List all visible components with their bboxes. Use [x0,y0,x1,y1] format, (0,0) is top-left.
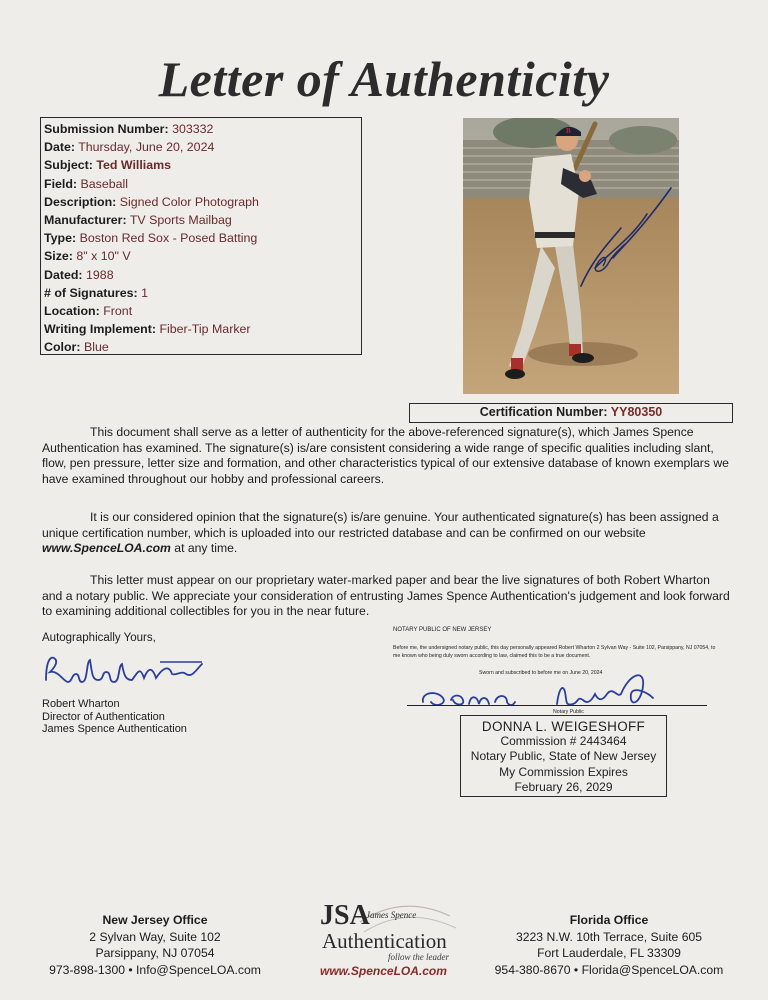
detail-row [44,156,361,174]
detail-value: 303332 [172,122,214,136]
detail-label: Type: [44,231,77,246]
detail-label: # of Signatures: [44,285,138,300]
signed-photograph [463,118,679,394]
signer-name: Robert Wharton [42,698,120,710]
detail-value: 1 [141,285,148,300]
detail-row [44,302,361,320]
logo-james-spence: James Spence [366,910,417,920]
paragraph-watermark: This letter must appear on our proprietary water-marked paper and bear the live signatures of both Robert Wharton and a notary public. We appreciate your consideration of entrusting James Spence Authentication's judgement and look forward to examining additional collectibles for you in the near future. [42,573,730,619]
new-jersey-office [40,912,270,978]
detail-label: Manufacturer: [44,212,127,227]
detail-row [44,320,361,338]
detail-row [44,247,361,265]
office-contact-line: 954-380-8670 • Florida@SpenceLOA.com [494,962,724,977]
certification-value: YY80350 [610,405,663,419]
certification-label: Certification Number: [479,405,608,419]
logo-jsa: JSA [320,900,370,931]
detail-label: Field: [44,176,78,191]
notary-commission: Commission # 2443464 [500,734,627,749]
detail-row [44,193,361,211]
logo-tagline: follow the leader [388,952,449,962]
office-address-line: Fort Lauderdale, FL 33309 [537,946,681,960]
page-title: Letter of Authenticity [158,51,610,107]
detail-label: Writing Implement: [44,322,156,337]
detail-value: 1988 [86,267,114,282]
jsa-logo-graphic [300,892,472,982]
detail-row [44,338,361,356]
detail-row [44,229,361,247]
signer-company: James Spence Authentication [42,723,187,735]
detail-label: Color: [44,340,81,355]
detail-value: TV Sports Mailbag [129,212,232,227]
detail-row [44,138,361,156]
notary-statement: Before me, the undersigned notary public, this day personally appeared Robert Wharton 2 Sylvan Way - Suite 102, Parsippany, NJ 07054, to me known who being duly sworn according to law, claimed this to be a true document. [393,645,716,659]
office-address-line: Parsippany, NJ 07054 [95,946,215,960]
detail-label: Submission Number: [44,122,169,136]
detail-label: Location: [44,303,100,318]
jsa-logo [300,892,472,982]
detail-value: Front [103,303,133,318]
notary-expires-label: My Commission Expires [499,764,628,779]
office-contact-line: 973-898-1300 • Info@SpenceLOA.com [49,962,261,977]
notary-stamp [460,715,667,797]
notary-sworn-line: Sworn and subscribed to before me on June 20, 2024 [479,670,603,676]
detail-label: Size: [44,249,73,264]
logo-website: www.SpenceLOA.com [320,964,447,978]
notary-expires-date: February 26, 2029 [514,779,613,794]
paragraph-authenticity: This document shall serve as a letter of authenticity for the above-referenced signature(s), which James Spence Authentication has examined. The signature(s) is/are consistent considering a wide range of specific qualities including slant, flow, pen pressure, letter size and formation, and other characteristics typical of our extensive database of known exemplars we have examined throughout our hobby and professional careers. [42,425,729,486]
logo-authentication: Authentication [322,929,447,953]
detail-value: Baseball [80,176,129,191]
detail-label: Date: [44,140,75,155]
detail-value: Signed Color Photograph [119,194,259,209]
detail-row [44,175,361,193]
notary-signature [417,664,687,719]
notary-section [393,627,723,715]
detail-value: Fiber-Tip Marker [159,322,251,337]
office-heading: New Jersey Office [102,913,208,927]
detail-row [44,211,361,229]
paragraph-opinion-text: It is our considered opinion that the signature(s) is/are genuine. Your authenticated signature(s) has been assigned a unique certification number, which is uploaded into our restricted database and can be confirmed on our website [42,510,719,540]
detail-label: Dated: [44,267,83,282]
robert-wharton-signature [42,652,212,688]
submission-details-box [40,117,362,355]
office-address-line: 2 Sylvan Way, Suite 102 [89,929,221,944]
paragraph-opinion-end: at any time. [170,541,238,556]
detail-label: Description: [44,194,117,209]
detail-label: Subject: [44,158,93,173]
detail-value: Boston Red Sox - Posed Batting [79,231,258,246]
certification-number-box [409,403,733,423]
paragraph-opinion [42,510,732,557]
svg-text:B: B [566,127,571,135]
detail-value: Blue [83,340,109,355]
detail-row [44,284,361,302]
office-address-line: 3223 N.W. 10th Terrace, Suite 605 [515,929,703,944]
office-heading: Florida Office [569,913,649,927]
website-link[interactable]: www.SpenceLOA.com [42,541,171,556]
notary-signature-line [407,705,707,706]
notary-state: Notary Public, State of New Jersey [470,749,657,764]
notary-heading: NOTARY PUBLIC OF NEW JERSEY [393,627,492,633]
detail-row [44,120,361,138]
detail-row [44,266,361,284]
signer-role: Director of Authentication [42,710,165,723]
notary-public-label: Notary Public [553,709,584,715]
notary-name: DONNA L. WEIGESHOFF [481,719,646,734]
detail-value: Ted Williams [96,158,172,173]
baseball-player-photo [463,118,679,394]
closing-line: Autographically Yours, [42,632,156,644]
florida-office [494,912,724,978]
signature-block [42,632,302,736]
detail-value: Thursday, June 20, 2024 [78,140,215,155]
detail-value: 8" x 10" V [76,249,131,264]
